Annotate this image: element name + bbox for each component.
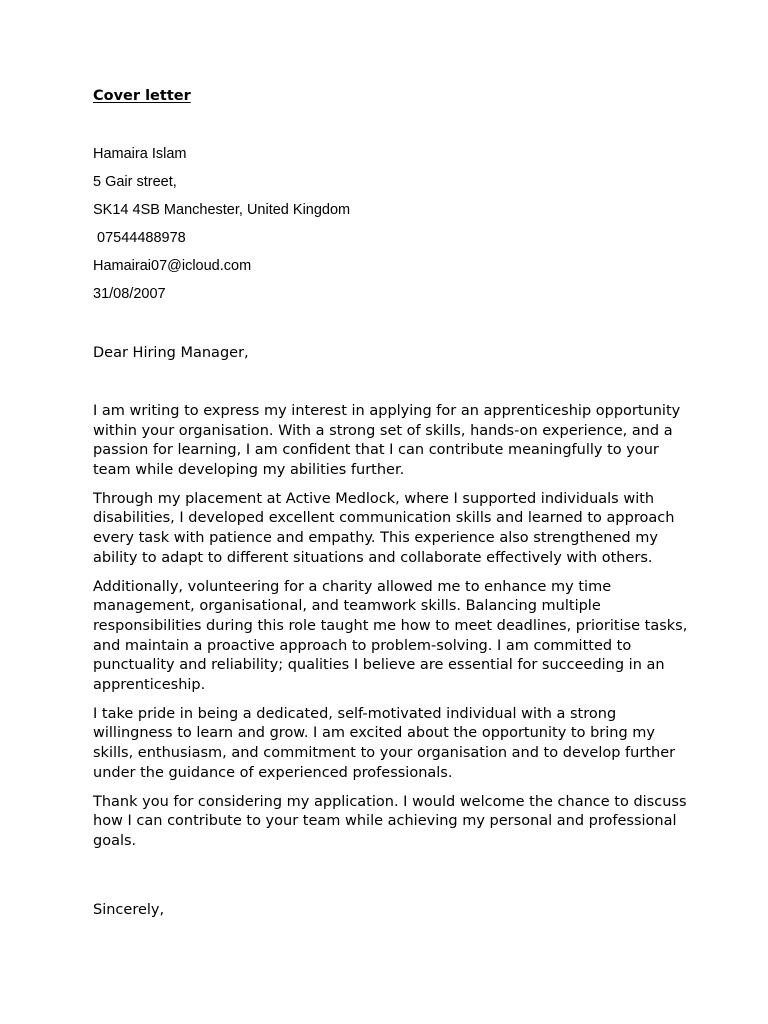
body-paragraph-1: I am writing to express my interest in applying for an apprenticeship opportunity within your organisation. With a strong set of skills, hands-on experience, and a passion for learning, I am confident that I can contribute meaningfully to your team while developing my abilities further. bbox=[93, 403, 681, 478]
signoff: Sincerely, bbox=[93, 902, 165, 918]
body-paragraph-4: I take pride in being a dedicated, self-motivated individual with a strong willingness to learn and grow. I am excited about the opportunity to bring my skills, enthusiasm, and commitment to your organisation and to develop further under the guidance of experienced professionals. bbox=[93, 705, 676, 781]
sender-email: Hamairai07@icloud.com bbox=[93, 258, 252, 274]
letter-body bbox=[93, 402, 693, 861]
letter-date: 31/08/2007 bbox=[93, 286, 166, 302]
sender-city: SK14 4SB Manchester, United Kingdom bbox=[93, 202, 351, 218]
body-paragraph-5: Thank you for considering my application. I would welcome the chance to discuss how I can contribute to your team while achieving my personal and professional goals. bbox=[93, 793, 687, 849]
salutation: Dear Hiring Manager, bbox=[93, 345, 249, 361]
sender-name: Hamaira Islam bbox=[93, 146, 187, 162]
sender-phone: 07544488978 bbox=[93, 230, 186, 246]
sender-street: 5 Gair street, bbox=[93, 174, 177, 190]
document-title: Cover letter bbox=[93, 88, 191, 104]
body-paragraph-2: Through my placement at Active Medlock, where I supported individuals with disabilities, I developed excellent communication skills and learned to approach every task with patience and empathy. This experience also strengthened my ability to adapt to different situations and collaborate effectively with others. bbox=[93, 490, 675, 566]
sender-address-block bbox=[93, 145, 350, 313]
body-paragraph-3: Additionally, volunteering for a charity allowed me to enhance my time management, organisational, and teamwork skills. Balancing multiple responsibilities during this role taught me how to meet deadlines, prioritise tasks, and maintain a proactive approach to problem-solving. I am committed to punctuality and reliability; qualities I believe are essential for succeeding in an apprenticeship. bbox=[93, 578, 688, 693]
